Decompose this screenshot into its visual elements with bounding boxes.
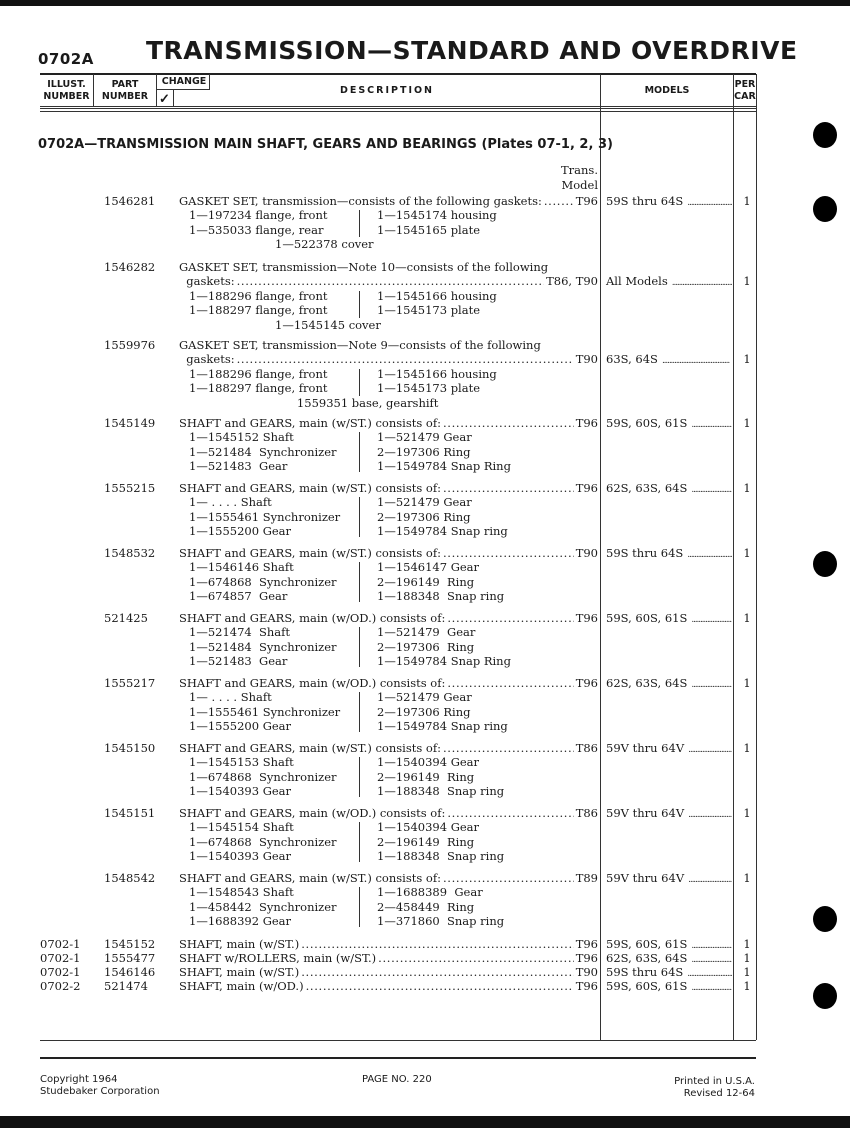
- dot-leader: [691, 676, 732, 692]
- trans-model: T96: [575, 194, 598, 208]
- description: [179, 260, 598, 332]
- trans-model: T90: [575, 352, 598, 367]
- header-part-number: PART NUMBER: [101, 79, 149, 102]
- dot-leader: [687, 194, 732, 210]
- per-car-value: 1: [743, 951, 751, 965]
- component-item: 1—1545165 plate: [377, 222, 481, 237]
- models-value: 59V thru 64V: [606, 741, 685, 755]
- component-item: 2—197306 Ring: [377, 704, 471, 719]
- component-item: 1—1545154 Shaft: [189, 820, 294, 835]
- components-left: [189, 755, 337, 798]
- component-item: 2—458449 Ring: [377, 899, 475, 914]
- part-number: 1545151: [104, 806, 156, 820]
- description-text: SHAFT, main (w/ST.): [179, 937, 300, 951]
- trans-model: T90: [575, 546, 598, 560]
- component-item: 1—1688392 Gear: [189, 913, 292, 928]
- part-number: 1548542: [104, 871, 156, 885]
- component-item: 1—1555461 Synchronizer: [189, 509, 341, 524]
- part-number: 1546146: [104, 965, 156, 979]
- dot-leader: [447, 806, 573, 820]
- components-right: [377, 885, 504, 928]
- component-item: 1—197234 flange, front: [189, 208, 328, 223]
- description: [179, 546, 598, 603]
- component-item: 1—188348 Snap ring: [377, 588, 505, 603]
- section-heading: 0702A—TRANSMISSION MAIN SHAFT, GEARS AND BEARINGS (Plates 07-1, 2, 3): [38, 137, 613, 152]
- component-item: 1—1540393 Gear: [189, 783, 292, 798]
- description-text: GASKET SET, transmission—Note 10—consists of the following: [179, 260, 549, 274]
- per-car-value: 1: [743, 871, 751, 885]
- per-car-value: 1: [743, 352, 751, 367]
- description-line: [179, 260, 598, 274]
- components-right: [377, 755, 504, 798]
- description-text: SHAFT, main (w/OD.): [179, 979, 304, 993]
- models-cell: [606, 194, 732, 210]
- component-item: 1—371860 Snap ring: [377, 913, 505, 928]
- per-car-value: 1: [743, 806, 751, 820]
- part-number: 1545149: [104, 416, 156, 430]
- description-line: [179, 611, 598, 625]
- description-text: gaskets:: [179, 352, 235, 367]
- models-cell: [606, 979, 732, 995]
- illustration-number: 0702-1: [40, 937, 81, 951]
- dot-leader: [688, 741, 732, 757]
- component-item: 1—674868 Synchronizer: [189, 574, 337, 589]
- part-number: 521474: [104, 979, 148, 993]
- component-item: 1—522378 cover: [275, 237, 374, 252]
- components: [189, 495, 598, 538]
- models-cell: [606, 274, 732, 290]
- description-text: SHAFT and GEARS, main (w/ST.) consists of:: [179, 741, 441, 755]
- component-item: 1—674868 Synchronizer: [189, 834, 337, 849]
- description-text: SHAFT and GEARS, main (w/ST.) consists of:: [179, 416, 441, 430]
- part-number: 1555477: [104, 951, 156, 965]
- dot-leader: [378, 951, 574, 965]
- per-car-value: 1: [743, 741, 751, 755]
- header-description: DESCRIPTION: [339, 85, 435, 96]
- description: [179, 338, 598, 410]
- per-car-value: 1: [743, 937, 751, 951]
- models-cell: [606, 611, 732, 627]
- trans-model: T96: [575, 611, 598, 625]
- component-item: 1—521479 Gear: [377, 690, 472, 705]
- dot-leader: [301, 965, 573, 979]
- scan-bottom-edge: [0, 1116, 850, 1128]
- components-left: [189, 367, 328, 396]
- component-item: 1—1546146 Shaft: [189, 560, 294, 575]
- component-item: 1—1549784 Snap Ring: [377, 653, 511, 668]
- components: [189, 690, 598, 733]
- description-line: [179, 546, 598, 560]
- components-right: [377, 820, 504, 863]
- description: [179, 416, 598, 473]
- trans-model-label: Trans. Model: [561, 163, 598, 192]
- component-item: 1—458442 Synchronizer: [189, 899, 337, 914]
- models-cell: [606, 806, 732, 822]
- component-item: 2—196149 Ring: [377, 574, 475, 589]
- illustration-number: 0702-2: [40, 979, 81, 993]
- trans-model: T96: [575, 481, 598, 495]
- component-item: 1—521479 Gear: [377, 625, 476, 640]
- component-divider: [359, 627, 360, 667]
- models-cell: [606, 741, 732, 757]
- trans-model: T90: [575, 965, 598, 979]
- per-car-value: 1: [743, 481, 751, 495]
- per-car-value: 1: [743, 676, 751, 690]
- trans-model: T96: [575, 951, 598, 965]
- components-left: [189, 820, 337, 863]
- per-car-value: 1: [743, 194, 751, 208]
- per-car-value: 1: [743, 416, 751, 430]
- dot-leader: [662, 352, 732, 368]
- dot-leader: [691, 416, 732, 432]
- components: [189, 367, 598, 396]
- dot-leader: [691, 979, 732, 995]
- description-line: [179, 871, 598, 885]
- models-value: 59S thru 64S: [606, 546, 684, 560]
- component-divider: [359, 369, 360, 396]
- component-item: 1—1546147 Gear: [377, 560, 480, 575]
- binder-hole: [813, 906, 837, 932]
- binder-hole: [813, 196, 837, 222]
- dot-leader: [443, 481, 574, 495]
- component-item: 1—1545145 cover: [275, 317, 381, 332]
- part-number: 1546281: [104, 194, 156, 208]
- components: [189, 208, 598, 237]
- description: [179, 871, 598, 928]
- description-line: [179, 676, 598, 690]
- component-item: 1—674857 Gear: [189, 588, 288, 603]
- per-car-value: 1: [743, 546, 751, 560]
- component-divider: [359, 692, 360, 732]
- component-item: 1—1545174 housing: [377, 208, 497, 223]
- per-car-value: 1: [743, 274, 751, 289]
- components: [189, 625, 598, 668]
- components-left: [189, 560, 337, 603]
- part-number: 1546282: [104, 260, 156, 274]
- dot-leader: [301, 937, 573, 951]
- description-text: SHAFT and GEARS, main (w/OD.) consists of:: [179, 676, 446, 690]
- component-item: 1—535033 flange, rear: [189, 222, 324, 237]
- components-left: [189, 885, 337, 928]
- models-column-divider: [600, 74, 601, 1040]
- models-value: 62S, 63S, 64S: [606, 481, 688, 495]
- components-right: [377, 625, 511, 668]
- description-text: SHAFT and GEARS, main (w/ST.) consists of:: [179, 871, 441, 885]
- component-item: 1—1555200 Gear: [189, 718, 292, 733]
- dot-leader: [443, 871, 574, 885]
- description-text: SHAFT, main (w/ST.): [179, 965, 300, 979]
- dot-leader: [544, 194, 574, 208]
- component-item: 1— . . . . Shaft: [189, 495, 272, 510]
- illustration-number: 0702-1: [40, 951, 81, 965]
- component-divider: [359, 822, 360, 862]
- models-value: All Models: [606, 274, 668, 289]
- header-per-car: PER CAR: [734, 79, 756, 102]
- description-text: gaskets:: [179, 274, 235, 289]
- description: [179, 611, 598, 668]
- scan-top-edge: [0, 0, 850, 6]
- description: [179, 965, 598, 979]
- description-text: GASKET SET, transmission—Note 9—consists of the following: [179, 338, 541, 352]
- check-mark-icon: ✓: [159, 92, 170, 107]
- components: [189, 820, 598, 863]
- components-left: [189, 495, 340, 538]
- component-item: 1—1540393 Gear: [189, 848, 292, 863]
- models-value: 62S, 63S, 64S: [606, 951, 688, 965]
- models-value: 59S, 60S, 61S: [606, 611, 688, 625]
- components-left: [189, 208, 328, 237]
- description: [179, 806, 598, 863]
- component-item: 1—188297 flange, front: [189, 302, 328, 317]
- component-item: 1—521479 Gear: [377, 495, 472, 510]
- dot-leader: [688, 806, 732, 822]
- component-item: 1—1545166 housing: [377, 288, 497, 303]
- component-divider: [359, 757, 360, 797]
- models-cell: [606, 481, 732, 497]
- component-item: 1—188348 Snap ring: [377, 848, 505, 863]
- description: [179, 194, 598, 252]
- component-item: 2—197306 Ring: [377, 444, 471, 459]
- components: [189, 755, 598, 798]
- description-line: [179, 194, 598, 208]
- models-value: 59V thru 64V: [606, 871, 685, 885]
- per-car-column-divider: [733, 74, 734, 1040]
- description-text: SHAFT and GEARS, main (w/OD.) consists of:: [179, 611, 446, 625]
- dot-leader: [237, 352, 574, 366]
- components-right: [377, 560, 504, 603]
- description-line: [179, 352, 598, 366]
- components-right: [377, 495, 508, 538]
- description-line: [179, 741, 598, 755]
- description: [179, 937, 598, 951]
- header-models: MODELS: [644, 85, 690, 96]
- models-cell: [606, 352, 732, 368]
- models-value: 62S, 63S, 64S: [606, 676, 688, 690]
- footer-copyright: Copyright 1964 Studebaker Corporation: [40, 1074, 160, 1097]
- per-car-value: 1: [743, 611, 751, 625]
- trans-model: T96: [575, 937, 598, 951]
- models-value: 59S, 60S, 61S: [606, 416, 688, 430]
- dot-leader: [237, 274, 544, 288]
- component-item: 1—521484 Synchronizer: [189, 444, 337, 459]
- trans-model: T96: [575, 416, 598, 430]
- header-change: CHANGE: [161, 76, 207, 87]
- component-item: 1—1549784 Snap Ring: [377, 458, 511, 473]
- part-number: 1545150: [104, 741, 156, 755]
- dot-leader: [447, 676, 573, 690]
- dot-leader: [443, 546, 574, 560]
- part-number: 1555215: [104, 481, 156, 495]
- description-line: [179, 274, 598, 288]
- component-item: 1—1540394 Gear: [377, 755, 480, 770]
- description: [179, 951, 598, 965]
- component-divider: [359, 432, 360, 472]
- dot-leader: [447, 611, 573, 625]
- component-item: 1—1545153 Shaft: [189, 755, 294, 770]
- description-text: SHAFT and GEARS, main (w/ST.) consists of:: [179, 481, 441, 495]
- per-car-value: 1: [743, 965, 751, 979]
- description-text: SHAFT w/ROLLERS, main (w/ST.): [179, 951, 377, 965]
- models-cell: [606, 416, 732, 432]
- component-item: 1—1688389 Gear: [377, 885, 483, 900]
- description-line: [179, 481, 598, 495]
- component-item: 1—188296 flange, front: [189, 288, 328, 303]
- models-cell: [606, 546, 732, 562]
- trans-model: T86: [575, 741, 598, 755]
- footer-rule: [40, 1057, 756, 1059]
- trans-model: T96: [575, 676, 598, 690]
- component-item: 1—1548543 Shaft: [189, 885, 294, 900]
- part-number: 1548532: [104, 546, 156, 560]
- description-text: GASKET SET, transmission—consists of the following gaskets:: [179, 194, 542, 208]
- page-title: TRANSMISSION—STANDARD AND OVERDRIVE: [146, 36, 798, 65]
- component-item: 1—521483 Gear: [189, 458, 288, 473]
- table-right-border: [756, 74, 757, 1040]
- header-illust-number: ILLUST. NUMBER: [43, 79, 90, 102]
- component-divider: [359, 887, 360, 927]
- components: [189, 289, 598, 318]
- component-divider: [359, 210, 360, 237]
- description: [179, 481, 598, 538]
- binder-hole: [813, 122, 837, 148]
- section-code: 0702A: [38, 50, 94, 68]
- component-item: 1—1555461 Synchronizer: [189, 704, 341, 719]
- table-header-top-rule: [40, 73, 756, 75]
- part-number: 521425: [104, 611, 148, 625]
- component-item: 1—521474 Shaft: [189, 625, 291, 640]
- components: [189, 885, 598, 928]
- table-bottom-rule: [40, 1040, 756, 1041]
- trans-model: T89: [575, 871, 598, 885]
- dot-leader: [672, 274, 732, 290]
- models-value: 59S, 60S, 61S: [606, 979, 688, 993]
- binder-hole: [813, 551, 837, 577]
- component-item: 1—521483 Gear: [189, 653, 288, 668]
- description-text: SHAFT and GEARS, main (w/ST.) consists of:: [179, 546, 441, 560]
- components-right: [377, 690, 508, 733]
- component-item: 1—1545152 Shaft: [189, 430, 294, 445]
- component-item: 1—1545173 plate: [377, 380, 481, 395]
- description-line: [179, 937, 598, 951]
- components: [189, 560, 598, 603]
- component-divider: [359, 291, 360, 318]
- components-right: [377, 208, 497, 237]
- illustration-number: 0702-1: [40, 965, 81, 979]
- models-value: 63S, 64S: [606, 352, 658, 367]
- component-item: 1—1545173 plate: [377, 302, 481, 317]
- description-line: [179, 979, 598, 993]
- trans-model: T96: [575, 979, 598, 993]
- part-number: 1555217: [104, 676, 156, 690]
- models-cell: [606, 871, 732, 887]
- description: [179, 676, 598, 733]
- dot-leader: [687, 546, 732, 562]
- component-item: 2—196149 Ring: [377, 834, 475, 849]
- models-cell: [606, 676, 732, 692]
- component-item: 1—1545166 housing: [377, 366, 497, 381]
- footer-page-number: PAGE NO. 220: [362, 1074, 432, 1085]
- dot-leader: [691, 611, 732, 627]
- footer-printed: Printed in U.S.A. Revised 12-64: [674, 1076, 755, 1099]
- component-item: 1—1540394 Gear: [377, 820, 480, 835]
- component-item: 1—521479 Gear: [377, 430, 472, 445]
- models-value: 59S thru 64S: [606, 194, 684, 208]
- binder-hole: [813, 983, 837, 1009]
- component-item: 1— . . . . Shaft: [189, 690, 272, 705]
- component-item: 1—1549784 Snap ring: [377, 523, 508, 538]
- description-line: [179, 416, 598, 430]
- dot-leader: [306, 979, 574, 993]
- component-item: 1—521484 Synchronizer: [189, 639, 337, 654]
- dot-leader: [691, 481, 732, 497]
- component-item: 1559351 base, gearshift: [275, 395, 439, 410]
- trans-model: T86, T90: [546, 274, 598, 289]
- components-right: [377, 289, 497, 318]
- component-item: 1—674868 Synchronizer: [189, 769, 337, 784]
- description-line: [179, 965, 598, 979]
- models-value: 59S thru 64S: [606, 965, 684, 979]
- trans-model: T86: [575, 806, 598, 820]
- component-divider: [359, 562, 360, 602]
- component-divider: [359, 497, 360, 537]
- component-item: 2—196149 Ring: [377, 769, 475, 784]
- description: [179, 741, 598, 798]
- models-value: 59V thru 64V: [606, 806, 685, 820]
- component-item: 2—197306 Ring: [377, 639, 475, 654]
- component-item: 1—1549784 Snap ring: [377, 718, 508, 733]
- part-number: 1559976: [104, 338, 156, 352]
- dot-leader: [443, 741, 574, 755]
- components: [189, 430, 598, 473]
- description: [179, 979, 598, 993]
- components-right: [377, 430, 511, 473]
- component-item: 1—188297 flange, front: [189, 380, 328, 395]
- description-line: [179, 951, 598, 965]
- dot-leader: [688, 871, 732, 887]
- models-value: 59S, 60S, 61S: [606, 937, 688, 951]
- components-left: [189, 430, 337, 473]
- component-item: 1—188348 Snap ring: [377, 783, 505, 798]
- components-left: [189, 690, 340, 733]
- description-line: [179, 338, 598, 352]
- table-header-bottom-rule: [40, 106, 756, 112]
- components-left: [189, 625, 337, 668]
- components-right: [377, 367, 497, 396]
- component-item: 1—188296 flange, front: [189, 366, 328, 381]
- description-text: SHAFT and GEARS, main (w/OD.) consists of:: [179, 806, 446, 820]
- components-left: [189, 289, 328, 318]
- component-item: 2—197306 Ring: [377, 509, 471, 524]
- dot-leader: [443, 416, 574, 430]
- part-number: 1545152: [104, 937, 156, 951]
- description-line: [179, 806, 598, 820]
- component-item: 1—1555200 Gear: [189, 523, 292, 538]
- per-car-value: 1: [743, 979, 751, 993]
